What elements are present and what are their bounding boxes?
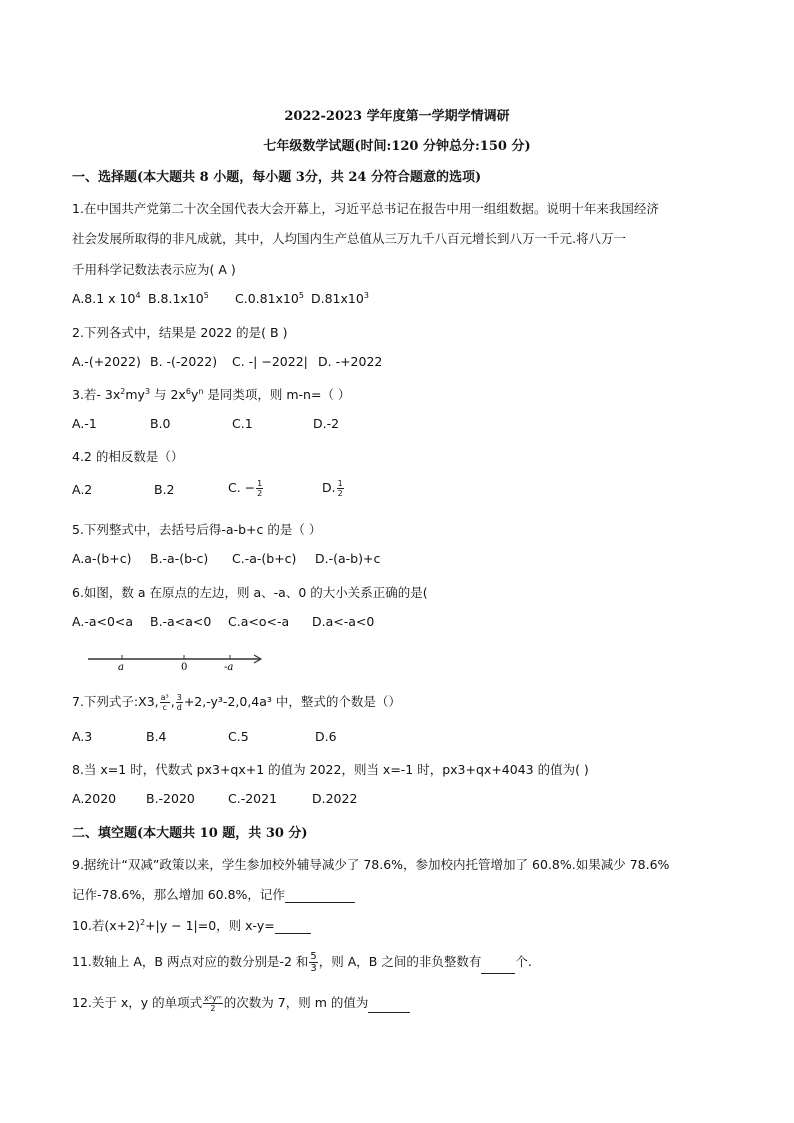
q1-option-d: $D.81x10^3$ [311,291,369,307]
q6-options [72,614,732,632]
q8-option-d: D.2022 [312,791,358,806]
q5-option-b: B.-a-(b-c) [150,551,209,566]
q2-option-b: B. -(-2022) [150,354,218,369]
q12-stem: 12.关于 x，y 的单项式 $\frac{\text{x²yᵐ}}{2}$ 的次数为 7，则 m 的值为 [72,993,410,1013]
q6-option-a: A.-a<0<a [72,614,134,629]
q8-option-a: A.2020 [72,791,117,806]
q7-option-b: B.4 [146,729,167,744]
q10-stem: 10.若$(x+2)^2+|y - 1|=0$，则 x-y= [72,916,311,934]
label-0: 0 [181,662,188,672]
q5-option-c: C.-a-(b+c) [232,551,297,566]
q1-line-3: 千用科学记数法表示应为( A ) [72,262,236,277]
q5-options [72,551,732,569]
q7-option-a: A.3 [72,729,93,744]
q9-line-2: 记作-78.6%，那么增加 60.8%，记作 [72,885,355,903]
answer-blank[interactable] [275,921,311,934]
page-subtitle: 七年级数学试题(时间:120 分钟总分:150 分) [263,139,531,154]
q1-option-a: A.8.1 x $10^4$ [72,291,141,307]
q4-option-a: A.2 [72,482,93,497]
q8-option-b: B.-2020 [146,791,195,806]
q8-options [72,791,732,809]
q7-option-c: C.5 [228,729,249,744]
q7-options [72,729,732,747]
answer-blank[interactable] [368,1000,410,1013]
q8-stem: 8.当 x=1 时，代数式 px3+qx+1 的值为 2022，则当 x=-1 时，px3+qx+4043 的值为( ) [72,762,589,777]
q7-option-d: D.6 [315,729,337,744]
q1-option-b: $B.8.1x10^5$ [148,291,209,307]
label-a: a [118,662,124,672]
q6-option-d: D.a<-a<0 [312,614,375,629]
q4-options [72,479,732,500]
q3-option-c: C.1 [232,416,253,431]
q6-option-c: C.a<o<-a [228,614,290,629]
q6-option-b: B.-a<a<0 [150,614,212,629]
section-heading-choice: 一、选择题(本大题共 8 小题，每小题 3分，共 24 分符合题意的选项) [72,170,482,185]
q1-option-c: $C.0.81x10^5$ [235,291,304,307]
answer-blank[interactable] [481,961,515,974]
q4-option-d: D. $\frac{1}{2}$ [322,479,343,498]
q9-line-1: 9.据统计“双减”政策以来，学生参加校外辅导减少了 78.6%，参加校内托管增加了 60.8%.如果减少 78.6% [72,857,670,872]
q7-stem: 7.下列式子:X3, $\frac{\text{a³}}{c}$ , $\frac{3}{d}$ +2,-y³-2,0,4a³ 中，整式的个数是（） [72,693,401,712]
q5-stem: 5.下列整式中，去括号后得-a-b+c 的是（ ） [72,522,322,537]
q2-option-c: C. -| −2022| [232,354,308,369]
q3-options [72,416,732,434]
q8-option-c: C.-2021 [228,791,278,806]
answer-blank[interactable] [285,890,355,903]
q4-option-b: B.2 [154,482,175,497]
q2-options [72,354,732,372]
q2-stem: 2.下列各式中，结果是 2022 的是( B ) [72,325,288,340]
q4-stem: 4.2 的相反数是（） [72,449,184,464]
q5-option-a: A.a-(b+c) [72,551,132,566]
section-heading-fill: 二、填空题(本大题共 10 题，共 30 分) [72,826,308,841]
q1-options [72,291,732,309]
q4-option-c: C. − $\frac{1}{2}$ [228,479,263,498]
q1-line-2: 社会发展所取得的非凡成就，其中，人均国内生产总值从三万九千八百元增长到八万一千元.将八万一 [72,231,626,246]
q3-option-a: A.-1 [72,416,97,431]
q1-line-1: 1.在中国共产党第二十次全国代表大会开幕上，习近平总书记在报告中用一组组数据。说明十年来我国经济 [72,201,659,216]
page-title: 2022-2023 学年度第一学期学情调研 [284,109,510,124]
q3-option-b: B.0 [150,416,171,431]
q3-stem: 3.若- $3x^2my^3$ 与 $2x^6y^n$ 是同类项，则 m-n=（ ） [72,386,351,402]
number-line-figure [86,650,266,672]
q5-option-d: D.-(a-b)+c [315,551,381,566]
q11-stem: 11.数轴上 A，B 两点对应的数分别是-2 和 $\frac{5}{3}$ ，则 A，B 之间的非负整数有 个. [72,951,532,974]
q3-option-d: D.-2 [313,416,340,431]
label-neg-a: -a [224,662,234,672]
q6-stem: 6.如图，数 a 在原点的左边，则 a、-a、0 的大小关系正确的是( [72,585,428,600]
q2-option-d: D. -+2022 [318,354,383,369]
q2-option-a: A.-(+2022) [72,354,141,369]
